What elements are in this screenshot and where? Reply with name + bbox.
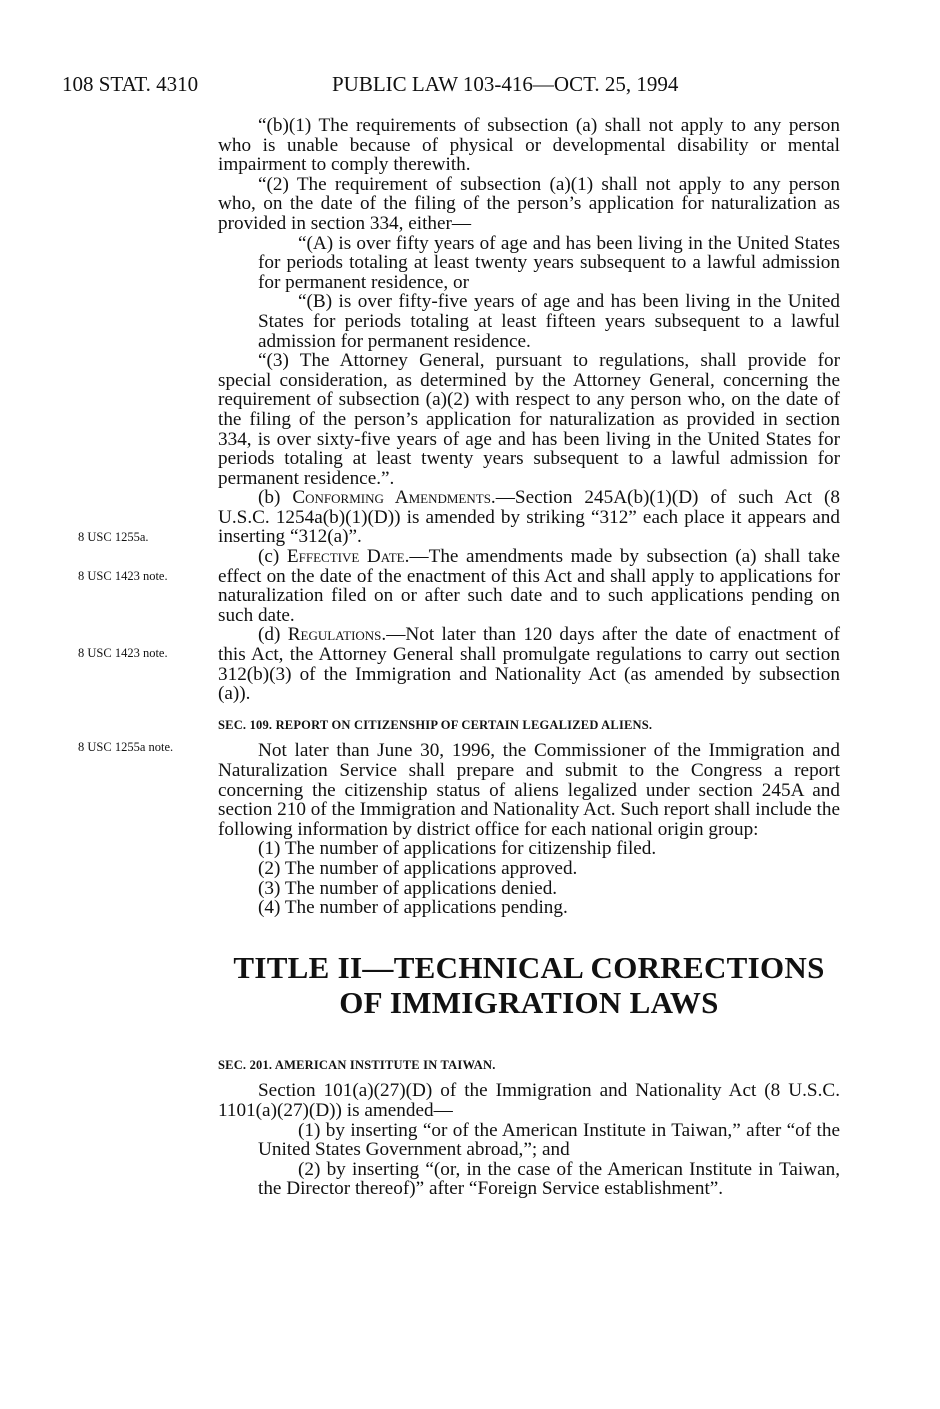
subsection-d [218, 625, 840, 703]
section-109-item-3: (3) The number of applications denied. [258, 877, 558, 899]
paragraph-b1: “(b)(1) The requirements of subsection (a) shall not apply to any person who is unable because of physical or developmental disability or mental impairment to comply therewith. [218, 115, 840, 176]
public-law-citation: PUBLIC LAW 103-416—OCT. 25, 1994 [332, 72, 679, 96]
margin-note-4: 8 USC 1255a note. [78, 740, 174, 754]
section-201-item-2: (2) by inserting “(or, in the case of the American Institute in Taiwan, the Director thereof)” after “Foreign Service establishment”. [258, 1158, 840, 1200]
subsection-b-text: —Section 245A(b)(1)(D) of such Act (8 U.S.C. 1254a(b)(1)(D)) is amended by striking “312” each place it appears and inserting “312(a)”. [218, 487, 840, 548]
margin-note-2: 8 USC 1423 note. [78, 569, 168, 583]
subsection-c-text: —The amendments made by subsection (a) shall take effect on the date of the enactment of this Act and shall apply to applications for naturalization filed on or after such date and to such applications pending on such date. [218, 546, 841, 626]
paragraph-b2-A: “(A) is over fifty years of age and has been living in the United States for periods totaling at least twenty years subsequent to a lawful admission for permanent residence, or [258, 232, 840, 293]
section-109-item-2: (2) The number of applications approved. [258, 857, 578, 879]
stat-page-number: 108 STAT. 4310 [62, 72, 199, 96]
margin-note-3: 8 USC 1423 note. [78, 646, 168, 660]
subsection-d-label: (d) [258, 624, 288, 646]
subsection-d-heading: Regulations. [287, 624, 387, 646]
title-ii-heading [218, 950, 840, 1020]
subsection-c-label: (c) [258, 546, 287, 568]
page-body [218, 116, 840, 1199]
subsection-b [218, 488, 840, 547]
running-header [62, 72, 862, 104]
subsection-c-heading: Effective Date. [286, 546, 410, 568]
margin-note-1: 8 USC 1255a. [78, 530, 149, 544]
paragraph-b2-B: “(B) is over fifty-five years of age and has been living in the United States for periods totaling at least fifteen years subsequent to a lawful admission for permanent residence. [258, 291, 840, 352]
paragraph-b2: “(2) The requirement of subsection (a)(1) shall not apply to any person who, on the date of the filing of the person’s application for naturalization as provided in section 334, either— [218, 173, 840, 234]
section-109-text: Not later than June 30, 1996, the Commissioner of the Immigration and Naturalization Service shall prepare and submit to the Congress a report concerning the citizenship status of aliens legalized under section 245A and section 210 of the Immigration and Nationality Act. Such report shall include the following information by district office for each national origin group: [218, 740, 840, 840]
paragraph-b3: “(3) The Attorney General, pursuant to regulations, shall provide for special consideration, as determined by the Attorney General, concerning the requirement of subsection (a)(2) with respect to any person who, on the date of the filing of the person’s application for naturalization as provided in section 334, is over sixty-five years of age and has been living in the United States for periods totaling at least twenty years subsequent to a lawful admission for permanent residence.”. [218, 350, 840, 489]
title-ii-line-2: OF IMMIGRATION LAWS [339, 984, 719, 1020]
subsection-c [218, 547, 840, 625]
section-109-heading: SEC. 109. REPORT ON CITIZENSHIP OF CERTAIN LEGALIZED ALIENS. [218, 717, 653, 732]
subsection-d-text: —Not later than 120 days after the date of enactment of this Act, the Attorney General shall promulgate regulations to carry out section 312(b)(3) of the Immigration and Nationality Act (as amended by subsection (a)). [218, 624, 840, 705]
title-ii-line-1: TITLE II—TECHNICAL CORRECTIONS [233, 949, 825, 985]
section-109-item-1: (1) The number of applications for citizenship filed. [258, 838, 657, 860]
section-201-item-1: (1) by inserting “or of the American Institute in Taiwan,” after “of the United States Government abroad,”; and [258, 1119, 840, 1161]
section-201-heading: SEC. 201. AMERICAN INSTITUTE IN TAIWAN. [218, 1057, 496, 1072]
subsection-b-label: (b) [258, 487, 293, 509]
section-109-item-4: (4) The number of applications pending. [258, 897, 568, 919]
subsection-b-heading: Conforming Amendments. [292, 487, 496, 509]
section-201-text: Section 101(a)(27)(D) of the Immigration and Nationality Act (8 U.S.C. 1101(a)(27)(D)) is amended— [218, 1080, 840, 1121]
